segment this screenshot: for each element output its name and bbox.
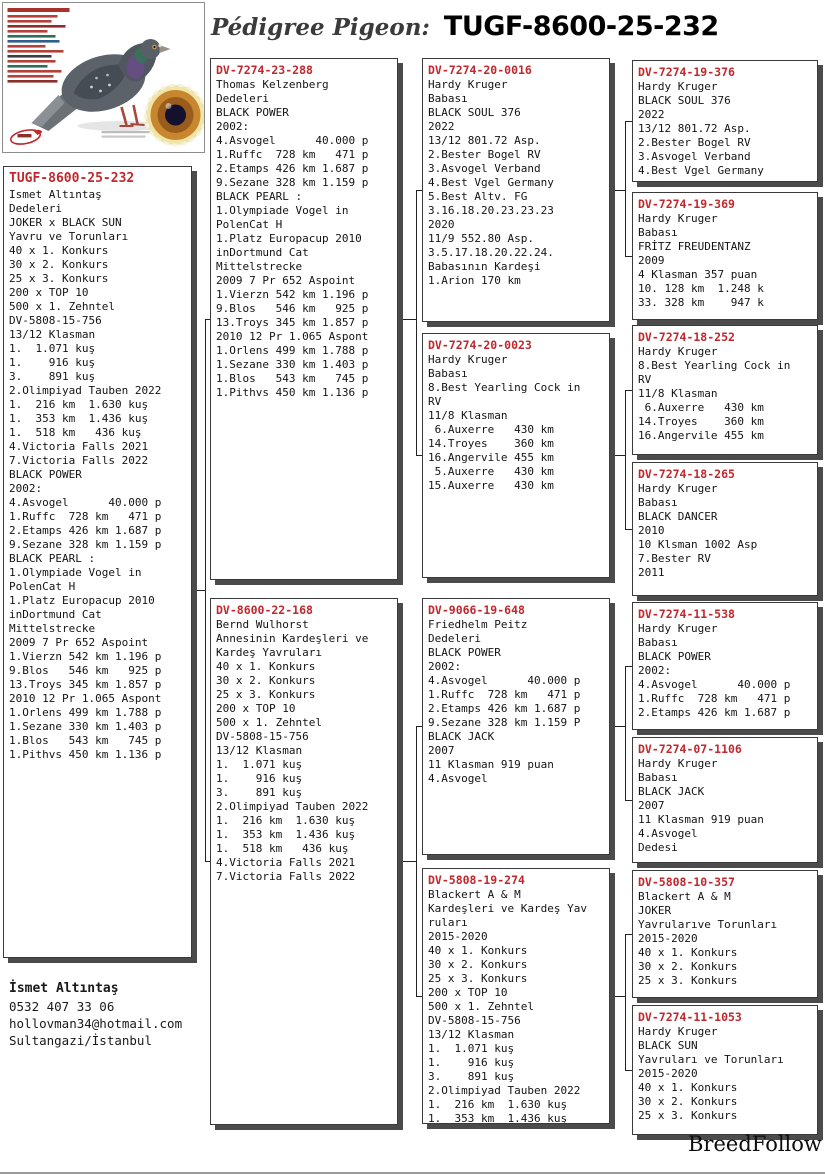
box-line: 14.Troyes 360 km bbox=[428, 437, 554, 450]
box-line: 15.Auxerre 430 km bbox=[428, 479, 554, 492]
pedigree-box-great-grandparent-6[interactable] bbox=[632, 737, 818, 863]
box-line: Blackert A & M bbox=[638, 890, 731, 903]
box-line: 1. 353 km 1.436 kuş bbox=[216, 828, 356, 841]
pigeon-illustration bbox=[3, 3, 204, 152]
box-line: 2002: bbox=[428, 660, 462, 673]
ring-number: TUGF-8600-25-232 bbox=[9, 171, 135, 186]
box-line: BLACK SOUL 376 bbox=[638, 94, 731, 107]
box-line: 16.Angervile 455 km bbox=[428, 451, 554, 464]
box-line: 1. 518 km 436 kuş bbox=[216, 842, 349, 855]
box-line: JOKER bbox=[638, 904, 672, 917]
box-line: Kardeşleri ve Kardeş Yav bbox=[428, 902, 587, 915]
box-line: 9.Sezane 328 km 1.159 p bbox=[9, 538, 162, 551]
box-line: Hardy Kruger bbox=[638, 212, 718, 225]
ring-number: DV-7274-20-0016 bbox=[428, 63, 532, 77]
box-body bbox=[638, 80, 812, 178]
box-line: 4.Asvogel 40.000 p bbox=[638, 678, 791, 691]
box-line: Kardeş Yavruları bbox=[216, 646, 322, 659]
ring-number: DV-7274-20-0023 bbox=[428, 338, 532, 352]
pedigree-box-mother[interactable] bbox=[210, 598, 398, 1125]
pedigree-connector bbox=[625, 121, 626, 257]
pedigree-box-paternal-grandfather[interactable] bbox=[422, 58, 610, 322]
box-line: 2.Etamps 426 km 1.687 p bbox=[216, 162, 369, 175]
box-line: 2010 12 Pr 1.065 Aspont bbox=[216, 330, 369, 343]
box-line: 1. 916 kuş bbox=[428, 1056, 515, 1069]
pedigree-box-great-grandparent-7[interactable] bbox=[632, 870, 818, 998]
box-line: 6.Auxerre 430 km bbox=[428, 423, 554, 436]
pedigree-connector bbox=[610, 726, 625, 727]
box-body bbox=[216, 618, 392, 884]
box-line: 2002: bbox=[9, 482, 43, 495]
box-line: 500 x 1. Zehntel bbox=[216, 716, 322, 729]
box-line: 1.Blos 543 km 745 p bbox=[9, 734, 162, 747]
box-line: 2.Bester Bogel RV bbox=[428, 148, 541, 161]
box-line: Babası bbox=[428, 367, 468, 380]
box-line: BLACK PEARL : bbox=[9, 552, 96, 565]
box-line: inDortmund Cat bbox=[9, 608, 102, 621]
box-line: 4.Asvogel 40.000 p bbox=[428, 674, 581, 687]
box-line: 4.Asvogel 40.000 p bbox=[216, 134, 369, 147]
box-line: 40 x 1. Konkurs bbox=[638, 1081, 738, 1094]
box-line: 1.Pithvs 450 km 1.136 p bbox=[9, 748, 162, 761]
box-body bbox=[638, 622, 812, 720]
box-line: Hardy Kruger bbox=[638, 1025, 718, 1038]
box-line: ruları bbox=[428, 916, 468, 929]
box-line: 4.Best Vgel Germany bbox=[428, 176, 554, 189]
box-line: 2009 7 Pr 652 Aspoint bbox=[9, 636, 149, 649]
box-line: BLACK JACK bbox=[638, 785, 705, 798]
box-line: 11/9 552.80 Asp. bbox=[428, 232, 534, 245]
box-line: 3. 891 kuş bbox=[216, 786, 303, 799]
box-line: 1.Pithvs 450 km 1.136 p bbox=[216, 386, 369, 399]
pedigree-box-father[interactable] bbox=[210, 58, 398, 580]
pigeon-photo bbox=[2, 2, 205, 153]
box-line: 11 Klasman 919 puan bbox=[638, 813, 764, 826]
breeder-contact bbox=[9, 980, 182, 1049]
box-line: 3.Asvogel Verband bbox=[428, 162, 541, 175]
box-line: 4.Victoria Falls 2021 bbox=[9, 440, 149, 453]
box-body bbox=[216, 78, 392, 400]
box-line: BLACK SUN bbox=[638, 1039, 698, 1052]
ring-number: DV-7274-23-288 bbox=[216, 63, 313, 77]
box-line: 1.Arion 170 km bbox=[428, 274, 521, 287]
box-line: 30 x 2. Konkurs bbox=[638, 960, 738, 973]
box-line: 8.Best Yearling Cock in bbox=[428, 381, 581, 394]
pedigree-connector bbox=[416, 726, 417, 997]
box-line: 1. 216 km 1.630 kuş bbox=[216, 814, 356, 827]
box-line: 13.Troys 345 km 1.857 p bbox=[9, 678, 162, 691]
title-ring-number: TUGF-8600-25-232 bbox=[443, 11, 719, 42]
brand-watermark: BreedFollow bbox=[688, 1132, 822, 1156]
box-body bbox=[428, 618, 604, 786]
box-line: 1. 916 kuş bbox=[9, 356, 96, 369]
box-line: 2011 bbox=[638, 566, 665, 579]
box-line: Mittelstrecke bbox=[9, 622, 96, 635]
box-line: 40 x 1. Konkurs bbox=[638, 946, 738, 959]
box-line: 4.Best Vgel Germany bbox=[638, 164, 764, 177]
box-line: 2022 bbox=[428, 120, 455, 133]
box-line: 4.Asvogel 40.000 p bbox=[9, 496, 162, 509]
box-line: 6.Auxerre 430 km bbox=[638, 401, 764, 414]
box-line: 3.Asvogel Verband bbox=[638, 150, 751, 163]
box-line: Babası bbox=[638, 496, 678, 509]
box-line: 5.Best Altv. FG bbox=[428, 190, 528, 203]
pedigree-connector bbox=[398, 319, 416, 320]
box-line: 4.Asvogel bbox=[638, 827, 698, 840]
box-line: 1.Platz Europacup 2010 bbox=[9, 594, 155, 607]
pedigree-box-great-grandparent-2[interactable] bbox=[632, 192, 818, 320]
box-line: 11/8 Klasman bbox=[428, 409, 508, 422]
box-line: FRİTZ FREUDENTANZ bbox=[638, 240, 751, 253]
pedigree-box-great-grandparent-8[interactable] bbox=[632, 1005, 818, 1135]
box-line: 33. 328 km 947 k bbox=[638, 296, 764, 309]
box-line: 1. 916 kuş bbox=[216, 772, 303, 785]
box-line: 2.Etamps 426 km 1.687 p bbox=[638, 706, 791, 719]
box-line: Hardy Kruger bbox=[428, 353, 508, 366]
box-body bbox=[638, 757, 812, 855]
box-body bbox=[638, 482, 812, 580]
box-line: 2.Etamps 426 km 1.687 p bbox=[428, 702, 581, 715]
box-line: 16.Angervile 455 km bbox=[638, 429, 764, 442]
box-line: 2007 bbox=[638, 799, 665, 812]
box-line: 30 x 2. Konkurs bbox=[216, 674, 316, 687]
ring-number: DV-5808-19-274 bbox=[428, 873, 525, 887]
box-line: 2.Olimpiyad Tauben 2022 bbox=[216, 800, 369, 813]
ring-number: DV-7274-11-1053 bbox=[638, 1010, 742, 1024]
box-line: 1. 1.071 kuş bbox=[9, 342, 96, 355]
box-line: 14.Troyes 360 km bbox=[638, 415, 764, 428]
pedigree-connector bbox=[416, 190, 417, 456]
box-line: 1.Vierzn 542 km 1.196 p bbox=[216, 288, 369, 301]
box-line: 1.Ruffc 728 km 471 p bbox=[638, 692, 791, 705]
pedigree-connector bbox=[610, 996, 625, 997]
box-line: 13/12 Klasman bbox=[9, 328, 96, 341]
box-line: 2002: bbox=[638, 664, 672, 677]
breeder-name: İsmet Altıntaş bbox=[9, 981, 119, 996]
box-line: 1. 216 km 1.630 kuş bbox=[428, 1098, 568, 1111]
box-line: 1.Blos 543 km 745 p bbox=[216, 372, 369, 385]
box-line: 25 x 3. Konkurs bbox=[428, 972, 528, 985]
breeder-location: Sultangazi/İstanbul bbox=[9, 1033, 152, 1048]
box-line: Friedhelm Peitz bbox=[428, 618, 528, 631]
box-line: 200 x TOP 10 bbox=[428, 986, 508, 999]
box-line: 2022 bbox=[638, 108, 665, 121]
ring-number: DV-7274-07-1106 bbox=[638, 742, 742, 756]
ring-number: DV-7274-19-376 bbox=[638, 65, 735, 79]
box-line: 7.Bester RV bbox=[638, 552, 711, 565]
box-line: 1. 216 km 1.630 kuş bbox=[9, 398, 149, 411]
page-title bbox=[211, 11, 719, 42]
box-line: Dedeleri bbox=[216, 92, 269, 105]
box-line: 2.Olimpiyad Tauben 2022 bbox=[428, 1084, 581, 1097]
box-line: Yavruları ve Torunları bbox=[638, 1053, 784, 1066]
box-line: BLACK DANCER bbox=[638, 510, 718, 523]
box-line: 13/12 801.72 Asp. bbox=[638, 122, 751, 135]
box-line: 1. 353 km 1.436 kuş bbox=[9, 412, 149, 425]
pedigree-box-paternal-grandmother[interactable] bbox=[422, 333, 610, 578]
box-line: Thomas Kelzenberg bbox=[216, 78, 329, 91]
box-line: DV-5808-15-756 bbox=[428, 1014, 521, 1027]
ring-number: DV-5808-10-357 bbox=[638, 875, 735, 889]
box-line: 2007 bbox=[428, 744, 455, 757]
box-line: 10 Klsman 1002 Asp bbox=[638, 538, 758, 551]
pedigree-box-great-grandparent-5[interactable] bbox=[632, 602, 818, 730]
box-line: Dedesi bbox=[638, 841, 678, 854]
box-line: RV bbox=[638, 373, 652, 386]
box-line: BLACK POWER bbox=[9, 468, 82, 481]
ring-number: DV-8600-22-168 bbox=[216, 603, 313, 617]
box-body bbox=[428, 78, 604, 288]
box-line: Hardy Kruger bbox=[638, 757, 718, 770]
pedigree-connector bbox=[625, 934, 626, 1071]
box-line: Hardy Kruger bbox=[638, 345, 718, 358]
pedigree-connector bbox=[610, 190, 625, 191]
box-line: 2.Olimpiyad Tauben 2022 bbox=[9, 384, 162, 397]
box-line: BLACK PEARL : bbox=[216, 190, 303, 203]
box-line: Babasının Kardeşi bbox=[428, 260, 541, 273]
pedigree-connector bbox=[192, 590, 205, 591]
box-line: Babası bbox=[638, 636, 678, 649]
box-line: 11 Klasman 919 puan bbox=[428, 758, 554, 771]
box-line: Hardy Kruger bbox=[638, 482, 718, 495]
box-line: 2015-2020 bbox=[638, 932, 698, 945]
box-line: 9.Sezane 328 km 1.159 P bbox=[428, 716, 581, 729]
box-line: 1.Orlens 499 km 1.788 p bbox=[216, 344, 369, 357]
box-line: 30 x 2. Konkurs bbox=[9, 258, 109, 271]
ring-number: DV-7274-11-538 bbox=[638, 607, 735, 621]
box-line: 9.Sezane 328 km 1.159 p bbox=[216, 176, 369, 189]
box-line: 1.Sezane 330 km 1.403 p bbox=[9, 720, 162, 733]
box-line: Blackert A & M bbox=[428, 888, 521, 901]
box-line: 2010 12 Pr 1.065 Aspont bbox=[9, 692, 162, 705]
box-line: 4.Asvogel bbox=[428, 772, 488, 785]
box-line: 1.Vierzn 542 km 1.196 p bbox=[9, 650, 162, 663]
pedigree-box-great-grandparent-3[interactable] bbox=[632, 325, 818, 455]
box-line: 3. 891 kuş bbox=[9, 370, 96, 383]
box-line: 200 x TOP 10 bbox=[9, 286, 89, 299]
box-line: 1.Ruffc 728 km 471 p bbox=[9, 510, 162, 523]
box-line: 2010 bbox=[638, 524, 665, 537]
box-line: PolenCat H bbox=[9, 580, 76, 593]
box-line: 3.5.17.18.20.22.24. bbox=[428, 246, 554, 259]
box-line: 1.Olympiade Vogel in bbox=[216, 204, 349, 217]
box-line: 40 x 1. Konkurs bbox=[428, 944, 528, 957]
box-line: 1.Olympiade Vogel in bbox=[9, 566, 142, 579]
pedigree-connector bbox=[610, 455, 625, 456]
box-line: 1. 353 km 1.436 kuş bbox=[428, 1112, 568, 1124]
box-line: 3.16.18.20.23.23.23 bbox=[428, 204, 554, 217]
pedigree-box-great-grandparent-4[interactable] bbox=[632, 462, 818, 596]
box-line: 2009 7 Pr 652 Aspoint bbox=[216, 274, 356, 287]
box-line: Hardy Kruger bbox=[638, 622, 718, 635]
box-line: Babası bbox=[428, 92, 468, 105]
box-body bbox=[428, 888, 604, 1124]
box-line: JOKER x BLACK SUN bbox=[9, 216, 122, 229]
box-line: 25 x 3. Konkurs bbox=[638, 974, 738, 987]
box-line: 3. 891 kuş bbox=[428, 1070, 515, 1083]
box-body bbox=[638, 212, 812, 310]
box-line: 4.Victoria Falls 2021 bbox=[216, 856, 356, 869]
box-line: 5.Auxerre 430 km bbox=[428, 465, 554, 478]
ring-number: DV-9066-19-648 bbox=[428, 603, 525, 617]
box-line: Bernd Wulhorst bbox=[216, 618, 309, 631]
box-line: 25 x 3. Konkurs bbox=[9, 272, 109, 285]
box-line: 13/12 Klasman bbox=[216, 744, 303, 757]
box-line: 40 x 1. Konkurs bbox=[216, 660, 316, 673]
box-line: DV-5808-15-756 bbox=[9, 314, 102, 327]
box-line: inDortmund Cat bbox=[216, 246, 309, 259]
box-line: BLACK POWER bbox=[216, 106, 289, 119]
box-line: 10. 128 km 1.248 k bbox=[638, 282, 764, 295]
box-line: 8.Best Yearling Cock in bbox=[638, 359, 791, 372]
box-line: 1. 1.071 kuş bbox=[428, 1042, 515, 1055]
ring-number: DV-7274-19-369 bbox=[638, 197, 735, 211]
ring-number: DV-7274-18-252 bbox=[638, 330, 735, 344]
pedigree-box-subject[interactable] bbox=[3, 166, 192, 958]
box-body bbox=[638, 890, 812, 988]
box-line: 1. 1.071 kuş bbox=[216, 758, 303, 771]
pedigree-connector bbox=[398, 861, 416, 862]
box-line: 30 x 2. Konkurs bbox=[428, 958, 528, 971]
box-line: Yavru ve Torunları bbox=[9, 230, 129, 243]
box-line: 2009 bbox=[638, 254, 665, 267]
box-line: 11/8 Klasman bbox=[638, 387, 718, 400]
box-line: 1.Ruffc 728 km 471 p bbox=[216, 148, 369, 161]
box-line: 9.Blos 546 km 925 p bbox=[216, 302, 369, 315]
box-line: 25 x 3. Konkurs bbox=[216, 688, 316, 701]
box-line: 1. 518 km 436 kuş bbox=[9, 426, 142, 439]
box-line: 1.Sezane 330 km 1.403 p bbox=[216, 358, 369, 371]
pedigree-connector bbox=[205, 319, 206, 862]
breeder-phone: 0532 407 33 06 bbox=[9, 999, 115, 1014]
title-prefix: Pédigree Pigeon: bbox=[211, 14, 430, 41]
box-line: 2002: bbox=[216, 120, 250, 133]
box-line: 30 x 2. Konkurs bbox=[638, 1095, 738, 1108]
box-line: 4 Klasman 357 puan bbox=[638, 268, 758, 281]
pedigree-connector bbox=[625, 390, 626, 530]
box-line: DV-5808-15-756 bbox=[216, 730, 309, 743]
pedigree-box-maternal-grandmother[interactable] bbox=[422, 868, 610, 1124]
box-line: 2.Bester Bogel RV bbox=[638, 136, 751, 149]
box-line: 500 x 1. Zehntel bbox=[9, 300, 115, 313]
box-line: 1.Platz Europacup 2010 bbox=[216, 232, 362, 245]
pedigree-connector bbox=[625, 666, 626, 801]
box-body bbox=[9, 188, 186, 762]
box-line: 13/12 Klasman bbox=[428, 1028, 515, 1041]
pedigree-box-maternal-grandfather[interactable] bbox=[422, 598, 610, 855]
box-line: BLACK JACK bbox=[428, 730, 495, 743]
breeder-email: hollovman34@hotmail.com bbox=[9, 1016, 183, 1031]
ring-number: DV-7274-18-265 bbox=[638, 467, 735, 481]
box-line: 7.Victoria Falls 2022 bbox=[216, 870, 356, 883]
box-line: Yavrularıve Torunları bbox=[638, 918, 778, 931]
box-line: Mittelstrecke bbox=[216, 260, 303, 273]
pigeon-eye-closeup-icon bbox=[146, 85, 205, 145]
box-line: Hardy Kruger bbox=[638, 80, 718, 93]
box-line: 1.Ruffc 728 km 471 p bbox=[428, 688, 581, 701]
box-line: 2.Etamps 426 km 1.687 p bbox=[9, 524, 162, 537]
box-line: 9.Blos 546 km 925 p bbox=[9, 664, 162, 677]
box-line: PolenCat H bbox=[216, 218, 283, 231]
box-line: BLACK POWER bbox=[428, 646, 501, 659]
box-line: 500 x 1. Zehntel bbox=[428, 1000, 534, 1013]
box-line: 40 x 1. Konkurs bbox=[9, 244, 109, 257]
pedigree-box-great-grandparent-1[interactable] bbox=[632, 60, 818, 182]
box-line: 1.Orlens 499 km 1.788 p bbox=[9, 706, 162, 719]
box-line: Annesinin Kardeşleri ve bbox=[216, 632, 369, 645]
box-body bbox=[638, 345, 812, 443]
box-line: Hardy Kruger bbox=[428, 78, 508, 91]
box-line: BLACK POWER bbox=[638, 650, 711, 663]
box-line: 2020 bbox=[428, 218, 455, 231]
box-line: 13.Troys 345 km 1.857 p bbox=[216, 316, 369, 329]
box-line: 13/12 801.72 Asp. bbox=[428, 134, 541, 147]
box-line: 7.Victoria Falls 2022 bbox=[9, 454, 149, 467]
box-line: RV bbox=[428, 395, 442, 408]
box-line: 25 x 3. Konkurs bbox=[638, 1109, 738, 1122]
box-line: Ismet Altıntaş bbox=[9, 188, 102, 201]
box-body bbox=[428, 353, 604, 493]
box-line: 2015-2020 bbox=[638, 1067, 698, 1080]
box-line: Babası bbox=[638, 226, 678, 239]
box-line: Dedeleri bbox=[428, 632, 481, 645]
box-body bbox=[638, 1025, 812, 1123]
box-line: Dedeleri bbox=[9, 202, 62, 215]
box-line: Babası bbox=[638, 771, 678, 784]
box-line: 200 x TOP 10 bbox=[216, 702, 296, 715]
box-line: BLACK SOUL 376 bbox=[428, 106, 521, 119]
box-line: 2015-2020 bbox=[428, 930, 488, 943]
